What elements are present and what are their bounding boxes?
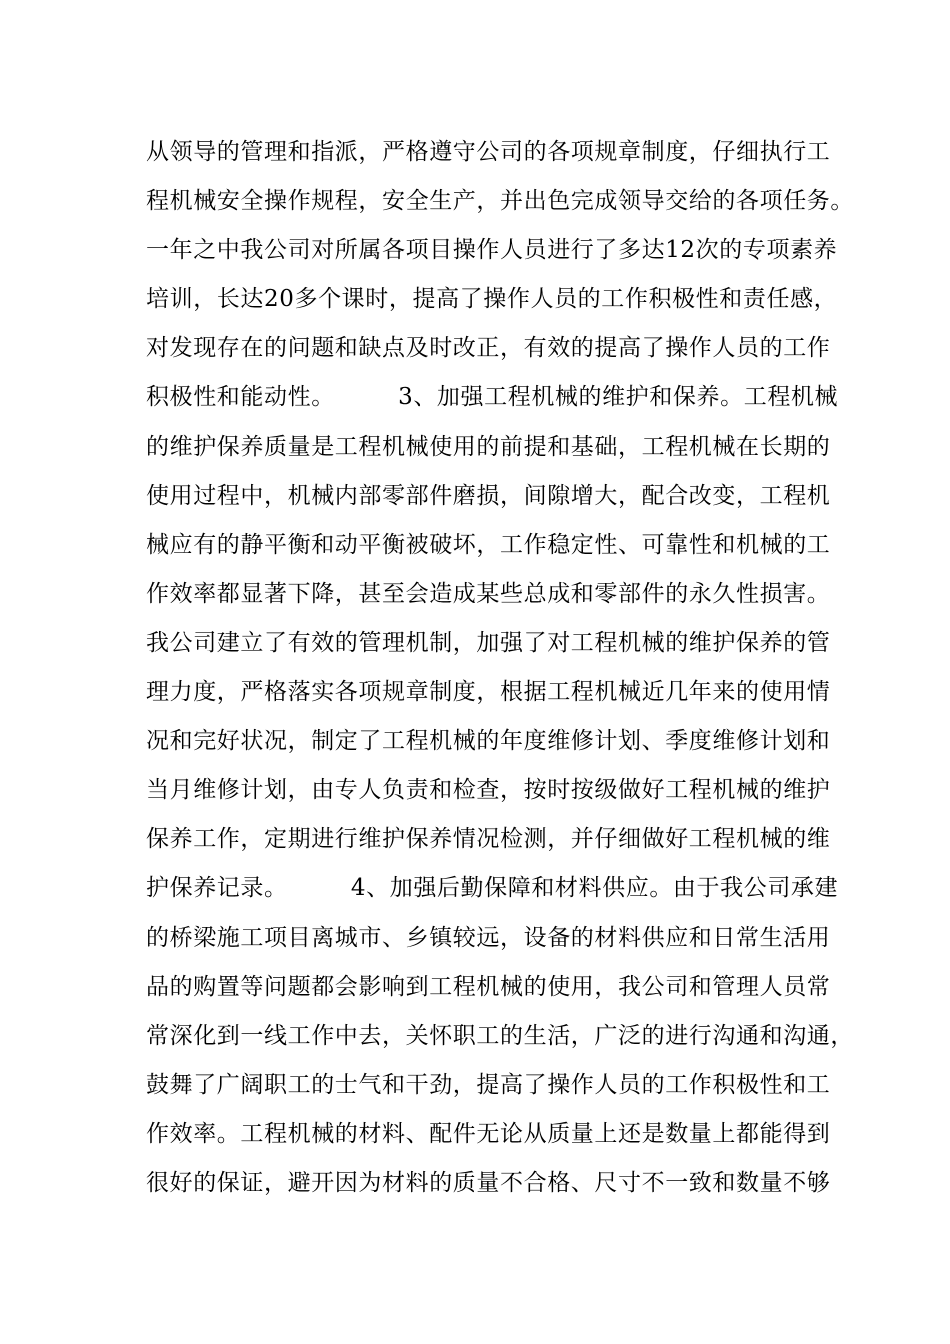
text-line: 作效率都显著下降，甚至会造成某些总成和零部件的永久性损害。 [146,580,831,607]
text-line: 一年之中我公司对所属各项目操作人员进行了多达12次的专项素养 [146,237,838,264]
text-line: 理力度，严格落实各项规章制度，根据工程机械近几年来的使用情 [146,679,831,706]
text-line: 品的购置等问题都会影响到工程机械的使用，我公司和管理人员常 [146,973,831,1000]
text-line: 作效率。工程机械的材料、配件无论从质量上还是数量上都能得到 [146,1120,831,1147]
text-line: 我公司建立了有效的管理机制，加强了对工程机械的维护保养的管 [146,629,831,656]
text-line: 护保养记录。 4、加强后勤保障和材料供应。由于我公司承建 [146,875,839,902]
text-line: 很好的保证，避开因为材料的质量不合格、尺寸不一致和数量不够 [146,1169,831,1196]
text-line: 鼓舞了广阔职工的士气和干劲，提高了操作人员的工作积极性和工 [146,1071,831,1098]
text-line: 况和完好状况，制定了工程机械的年度维修计划、季度维修计划和 [146,728,831,755]
text-line: 培训，长达20多个课时，提高了操作人员的工作积极性和责任感， [146,286,838,313]
text-line: 保养工作，定期进行维护保养情况检测，并仔细做好工程机械的维 [146,826,831,853]
body-text [146,128,854,1208]
text-line: 的桥梁施工项目离城市、乡镇较远，设备的材料供应和日常生活用 [146,924,831,951]
text-line: 常深化到一线工作中去，关怀职工的生活，广泛的进行沟通和沟通， [146,1022,854,1049]
text-line: 的维护保养质量是工程机械使用的前提和基础，工程机械在长期的 [146,433,831,460]
text-line: 从领导的管理和指派，严格遵守公司的各项规章制度，仔细执行工 [146,139,831,165]
text-line: 积极性和能动性。 3、加强工程机械的维护和保养。工程机械 [146,384,839,411]
text-line: 对发现存在的问题和缺点及时改正，有效的提高了操作人员的工作 [146,335,831,362]
text-line: 械应有的静平衡和动平衡被破坏，工作稳定性、可靠性和机械的工 [146,531,831,558]
text-line: 使用过程中，机械内部零部件磨损，间隙增大，配合改变，工程机 [146,482,831,509]
text-line: 当月维修计划，由专人负责和检查，按时按级做好工程机械的维护 [146,777,831,804]
text-line: 程机械安全操作规程，安全生产，并出色完成领导交给的各项任务。 [146,188,854,215]
